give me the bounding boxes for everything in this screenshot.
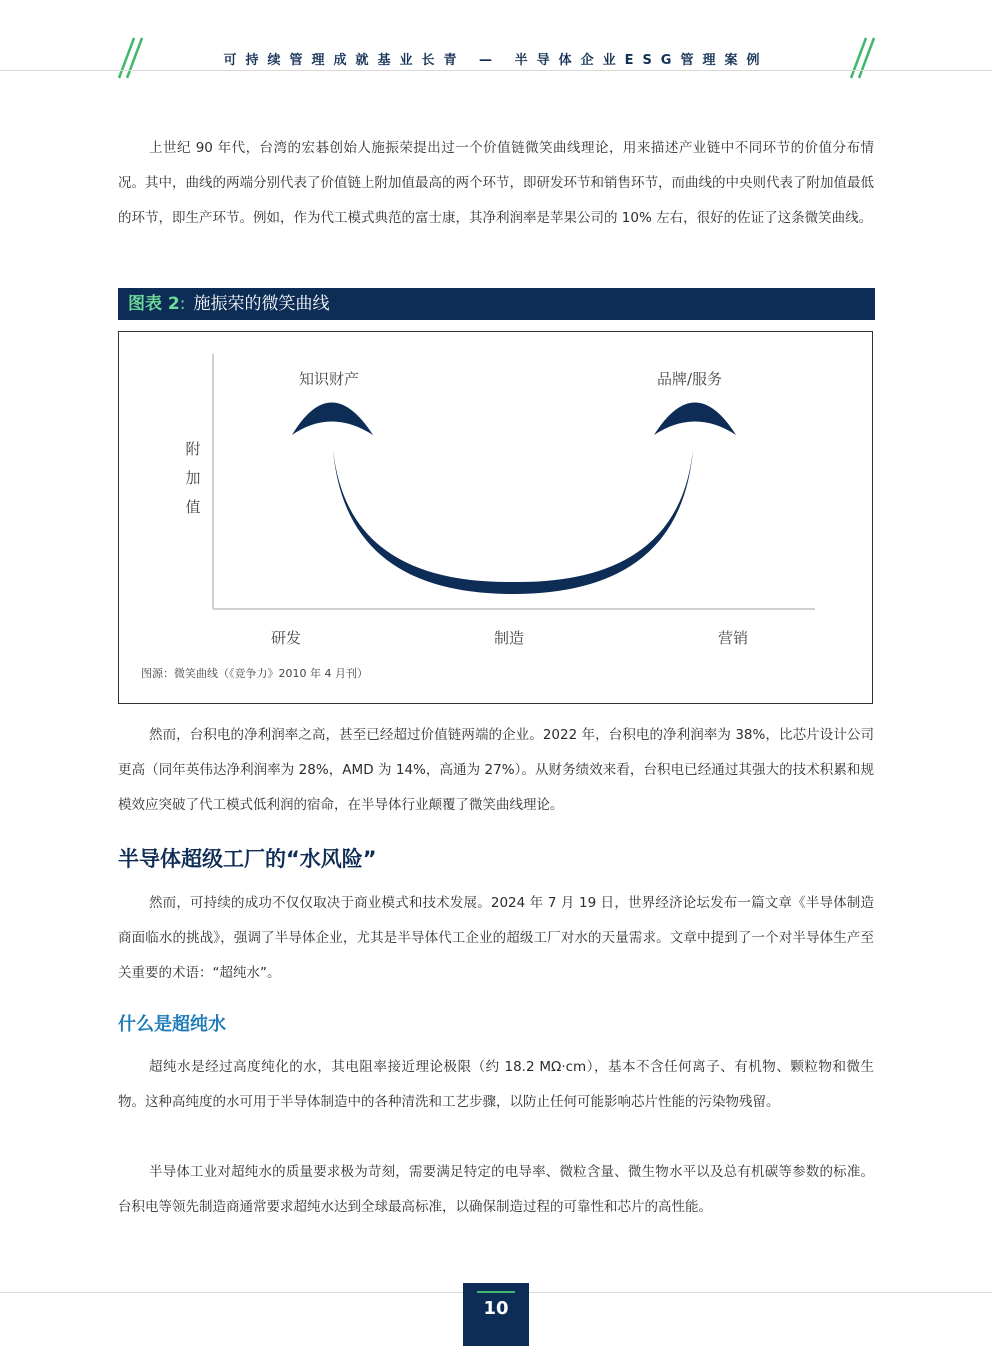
figure-caption-bar: [118, 288, 875, 320]
page-number-box: [463, 1283, 529, 1346]
y-axis-label: [183, 435, 203, 522]
right-peak-label: 品牌/服务: [657, 370, 723, 388]
right-eye: [654, 403, 736, 436]
figure-number: 图表 2: [128, 294, 180, 314]
section-heading: 半导体超级工厂的“水风险”: [118, 847, 377, 871]
smile-curve: [333, 449, 693, 594]
paragraph-upw-definition: 超纯水是经过高度纯化的水，其电阻率接近理论极限（约 18.2 MΩ·cm），基本不含任何离子、有机物、颗粒物和微生物。这种高纯度的水可用于半导体制造中的各种清洗和工艺步骤，以防止任何可能影响芯片性能的污染物残留。: [118, 1059, 874, 1110]
paragraph-water-demand: 然而，可持续的成功不仅仅取决于商业模式和技术发展。2024 年 7 月 19 日，世界经济论坛发布一篇文章《半导体制造商面临水的挑战》，强调了半导体企业，尤其是半导体代工企业的超级工厂对水的天量需求。文章中提到了一个对半导体生产至关重要的术语：“超纯水”。: [118, 895, 874, 981]
paragraph-tsmc-margin: 然而，台积电的净利润率之高，甚至已经超过价值链两端的企业。2022 年，台积电的净利润率为 38%，比芯片设计公司更高（同年英伟达净利润率为 28%，AMD 为 14%，高通为 27%）。从财务绩效来看，台积电已经通过其强大的技术积累和规模效应突破了代工模式低利润的宿命，在半导体行业颠覆了微笑曲线理论。: [118, 727, 874, 813]
figure-source: 图源：微笑曲线（《竞争力》2010 年 4 月刊）: [141, 667, 368, 680]
x-label-manufacturing: 制造: [494, 629, 525, 647]
y-axis-char: 附: [185, 440, 201, 458]
figure-colon: :: [179, 294, 186, 314]
smile-curve-figure: [118, 331, 873, 704]
figure-title: 施振荣的微笑曲线: [193, 294, 330, 314]
x-label-rnd: 研发: [271, 629, 302, 647]
x-label-marketing: 营销: [718, 629, 749, 647]
page-number-accent-rule: [477, 1291, 515, 1293]
page-number: 10: [483, 1298, 509, 1319]
paragraph-upw-standards: 半导体工业对超纯水的质量要求极为苛刻，需要满足特定的电导率、微粒含量、微生物水平以及总有机碳等参数的标准。台积电等领先制造商通常要求超纯水达到全球最高标准，以确保制造过程的可靠性和芯片的高性能。: [118, 1164, 874, 1215]
intro-paragraph: 上世纪 90 年代，台湾的宏碁创始人施振荣提出过一个价值链微笑曲线理论，用来描述产业链中不同环节的价值分布情况。其中，曲线的两端分别代表了价值链上附加值最高的两个环节，即研发环节和销售环节，而曲线的中央则代表了附加值最低的环节，即生产环节。例如，作为代工模式典范的富士康，其净利润率是苹果公司的 10% 左右，很好的佐证了这条微笑曲线。: [118, 140, 874, 226]
left-peak-label: 知识财产: [299, 370, 360, 388]
left-eye: [292, 403, 373, 436]
y-axis-char: 加: [185, 469, 201, 487]
header-title: 可持续管理成就基业长青 — 半导体企业ESG管理案例: [223, 53, 769, 68]
smile-curve-diagram: [119, 332, 874, 705]
y-axis-char: 值: [185, 498, 201, 516]
header-divider: [0, 70, 992, 71]
header-slash-decoration-right: [848, 36, 878, 80]
sub-heading: 什么是超纯水: [118, 1014, 226, 1035]
